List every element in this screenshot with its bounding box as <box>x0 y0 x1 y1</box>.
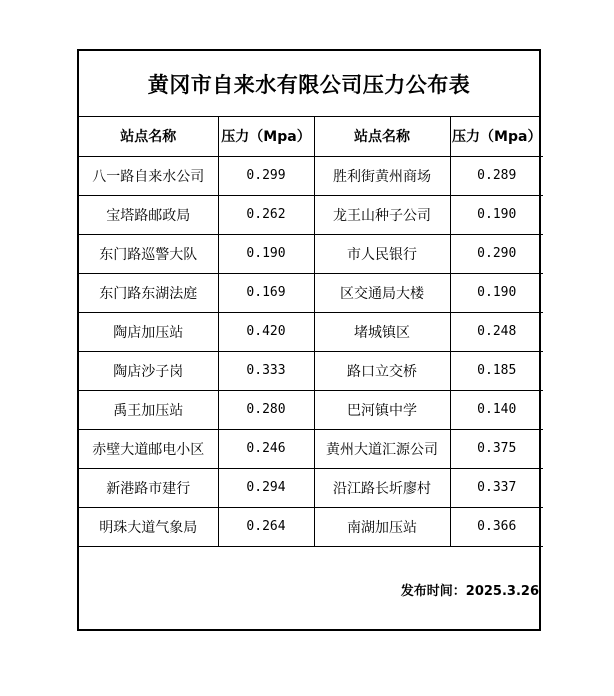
pressure-value-left: 0.280 <box>218 390 314 429</box>
station-name-left: 新港路市建行 <box>79 468 218 507</box>
station-name-right: 黄州大道汇源公司 <box>314 429 450 468</box>
station-name-right: 胜利街黄州商场 <box>314 156 450 195</box>
pressure-value-right: 0.185 <box>450 351 543 390</box>
pressure-value-right: 0.337 <box>450 468 543 507</box>
table-header-row <box>79 117 543 156</box>
pressure-value-left: 0.264 <box>218 507 314 546</box>
pressure-value-left: 0.169 <box>218 273 314 312</box>
pressure-value-left: 0.190 <box>218 234 314 273</box>
pressure-table <box>79 117 543 547</box>
pressure-value-right: 0.366 <box>450 507 543 546</box>
table-row <box>79 507 543 546</box>
station-name-left: 宝塔路邮政局 <box>79 195 218 234</box>
header-pressure-right: 压力（Mpa） <box>450 117 543 156</box>
station-name-left: 赤壁大道邮电小区 <box>79 429 218 468</box>
table-row <box>79 390 543 429</box>
station-name-left: 陶店加压站 <box>79 312 218 351</box>
station-name-left: 东门路东湖法庭 <box>79 273 218 312</box>
station-name-right: 市人民银行 <box>314 234 450 273</box>
station-name-left: 明珠大道气象局 <box>79 507 218 546</box>
station-name-right: 沿江路长圻廖村 <box>314 468 450 507</box>
table-row <box>79 195 543 234</box>
pressure-value-right: 0.140 <box>450 390 543 429</box>
station-name-right: 巴河镇中学 <box>314 390 450 429</box>
pressure-value-left: 0.299 <box>218 156 314 195</box>
station-name-right: 南湖加压站 <box>314 507 450 546</box>
station-name-left: 禹王加压站 <box>79 390 218 429</box>
station-name-left: 陶店沙子岗 <box>79 351 218 390</box>
station-name-right: 区交通局大楼 <box>314 273 450 312</box>
pressure-value-right: 0.290 <box>450 234 543 273</box>
pressure-sheet <box>77 49 541 631</box>
station-name-right: 路口立交桥 <box>314 351 450 390</box>
header-station-name-right: 站点名称 <box>314 117 450 156</box>
pressure-value-right: 0.190 <box>450 273 543 312</box>
publish-date: 发布时间：2025.3.26 <box>400 584 539 599</box>
pressure-value-left: 0.333 <box>218 351 314 390</box>
header-station-name-left: 站点名称 <box>79 117 218 156</box>
pressure-value-right: 0.375 <box>450 429 543 468</box>
table-row <box>79 429 543 468</box>
table-row <box>79 312 543 351</box>
sheet-title: 黄冈市自来水有限公司压力公布表 <box>79 51 539 117</box>
pressure-value-right: 0.289 <box>450 156 543 195</box>
table-row <box>79 156 543 195</box>
pressure-value-left: 0.246 <box>218 429 314 468</box>
pressure-value-left: 0.294 <box>218 468 314 507</box>
table-row <box>79 234 543 273</box>
station-name-right: 龙王山种子公司 <box>314 195 450 234</box>
table-row <box>79 351 543 390</box>
pressure-value-left: 0.420 <box>218 312 314 351</box>
pressure-value-right: 0.248 <box>450 312 543 351</box>
station-name-left: 八一路自来水公司 <box>79 156 218 195</box>
header-pressure-left: 压力（Mpa） <box>218 117 314 156</box>
pressure-value-right: 0.190 <box>450 195 543 234</box>
station-name-right: 堵城镇区 <box>314 312 450 351</box>
table-row <box>79 468 543 507</box>
station-name-left: 东门路巡警大队 <box>79 234 218 273</box>
table-row <box>79 273 543 312</box>
pressure-value-left: 0.262 <box>218 195 314 234</box>
